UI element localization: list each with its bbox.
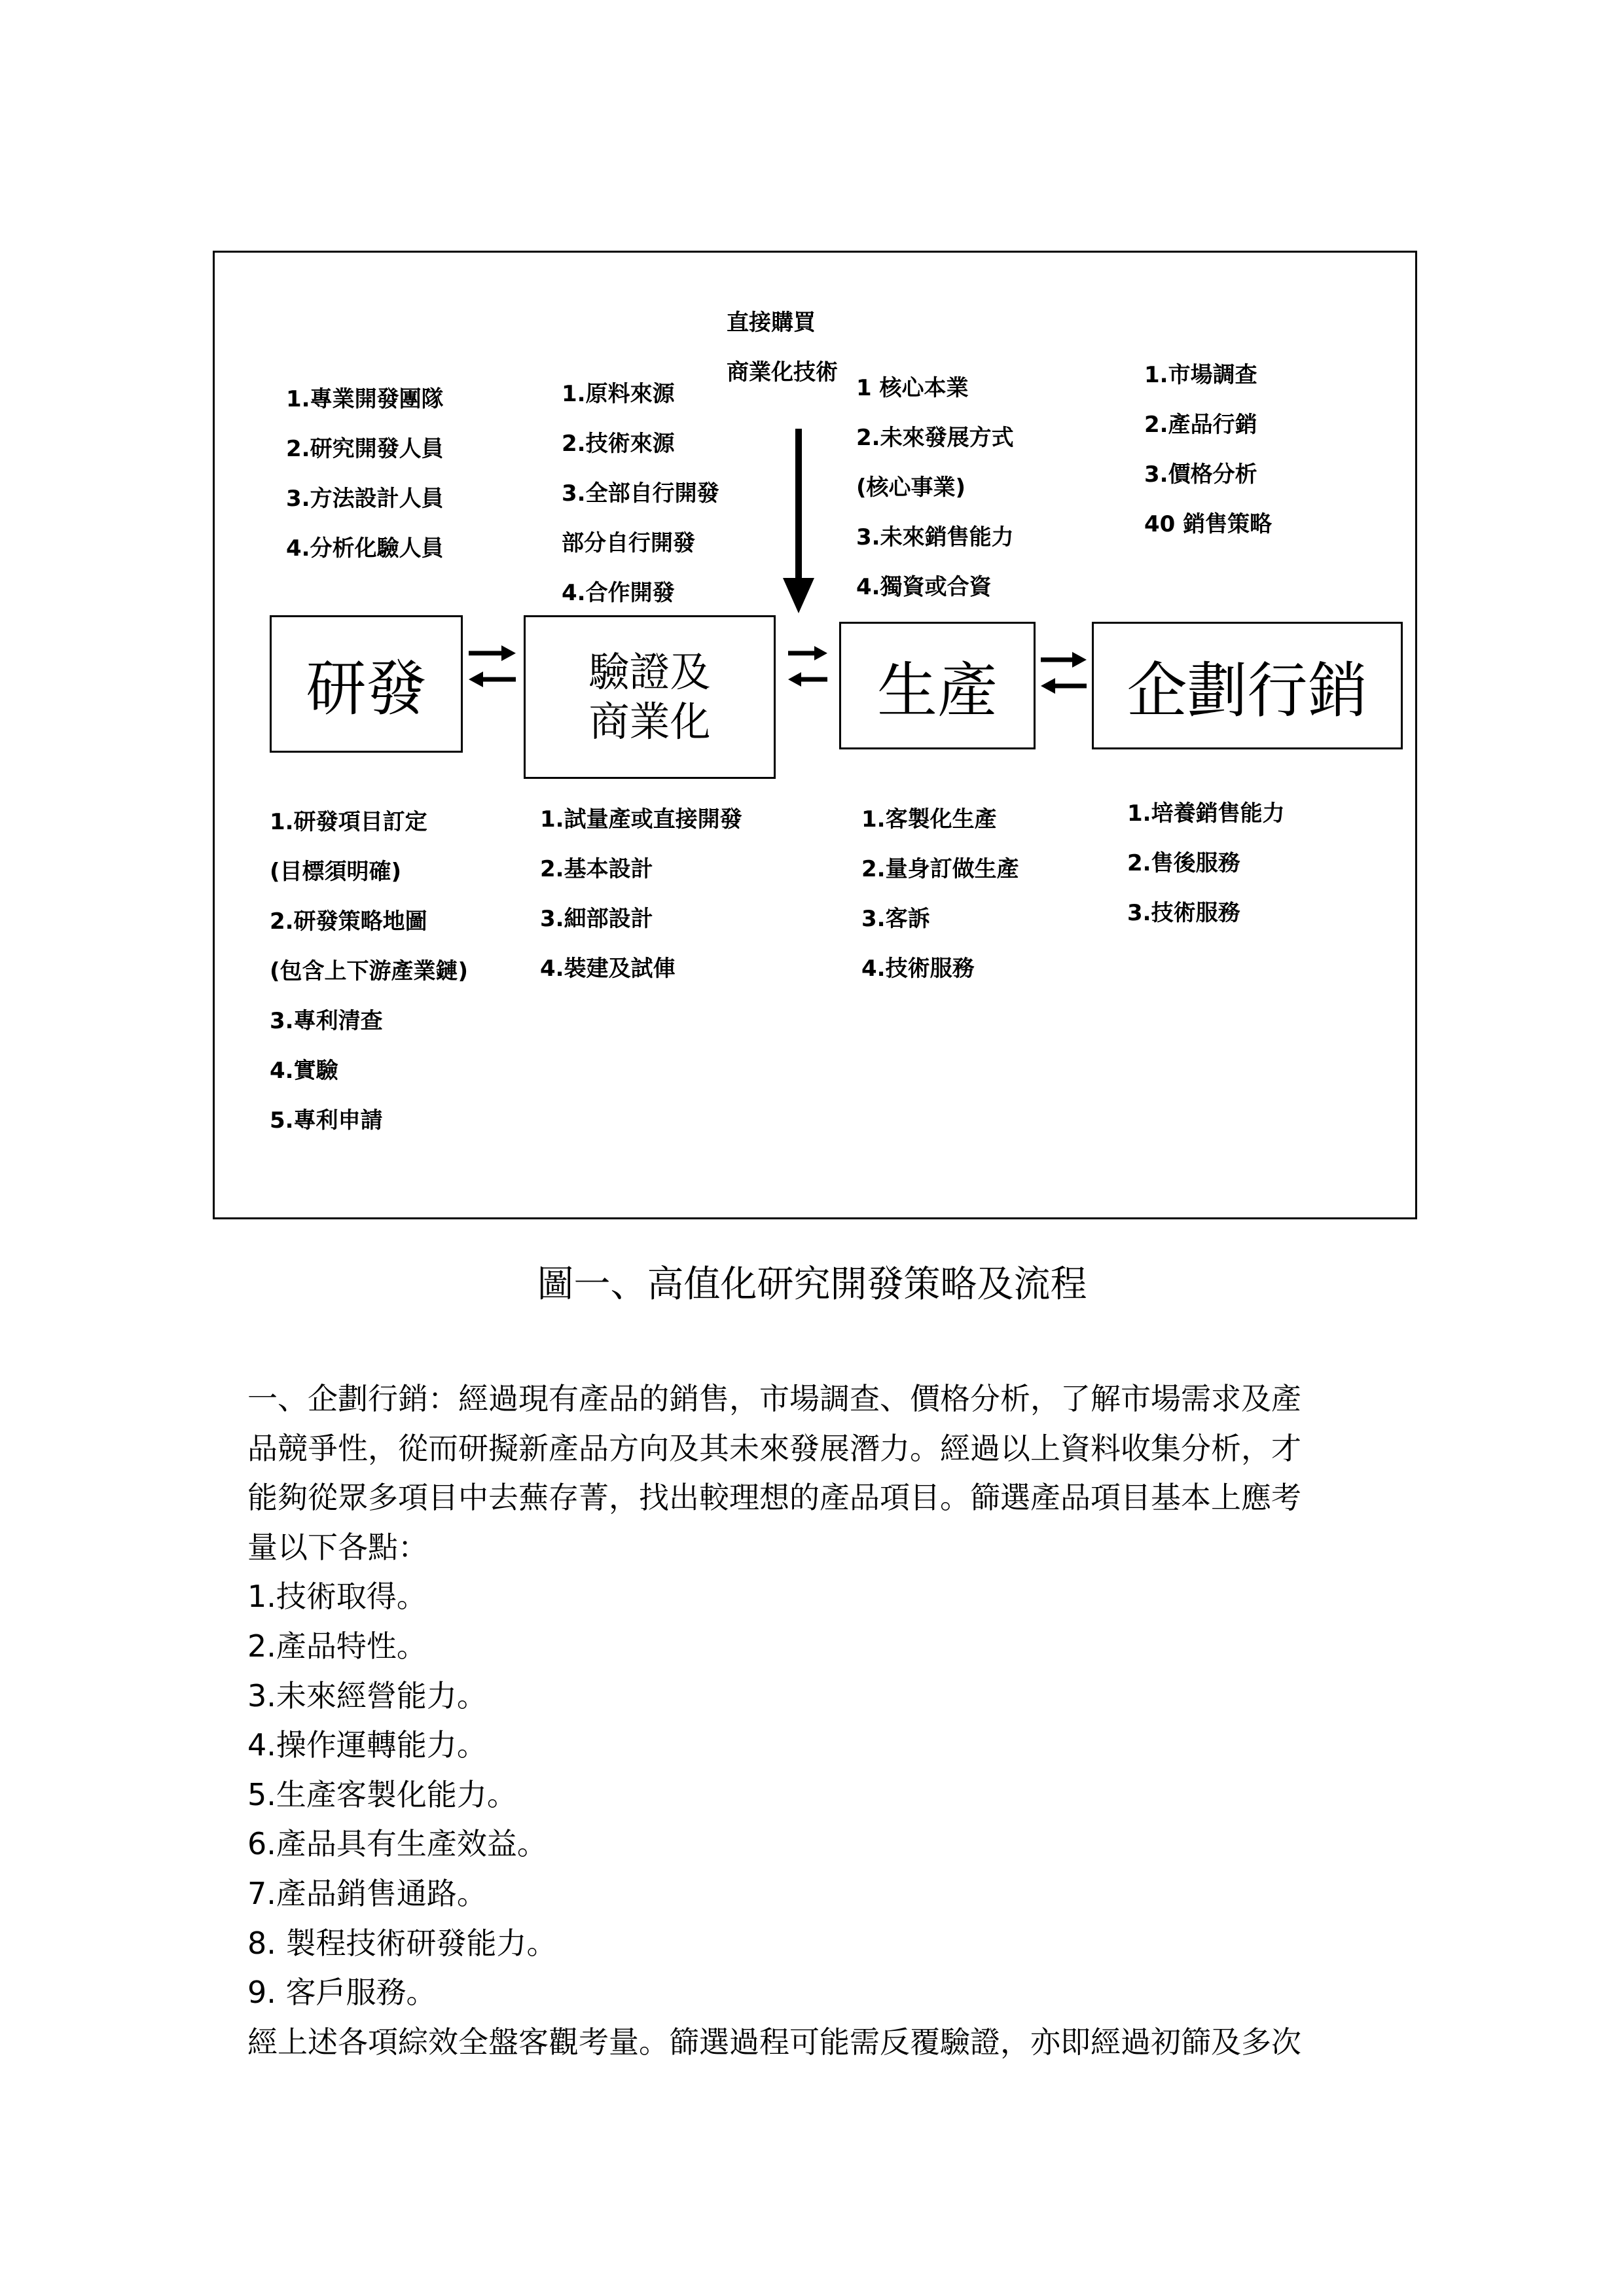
list-item: 1.試量產或直接開發 [540, 806, 742, 833]
stage-rd-box [270, 615, 463, 753]
list-item: 5.專利申請 [270, 1107, 383, 1134]
paragraph-line: 品競爭性，從而研擬新產品方向及其未來發展潛力。經過以上資料收集分析，才 [247, 1430, 1301, 1466]
upper-list-marketing [1144, 350, 1272, 549]
list-item: 2.基本設計 [540, 856, 653, 882]
list-item: 3.專利清查 [270, 1008, 383, 1034]
paragraph-line: 一、企劃行銷：經過現有產品的銷售，市場調查、價格分析，了解市場需求及產 [247, 1381, 1301, 1416]
list-item: 4.獨資或合資 [856, 574, 992, 600]
list-item: 2.研究開發人員 [286, 436, 444, 462]
body-text [247, 1374, 1386, 2067]
list-item: 部分自行開發 [562, 530, 695, 556]
upper-list-rd [286, 374, 444, 573]
list-item: 2.產品行銷 [1144, 412, 1257, 438]
stage-rd-label: 研發 [306, 654, 427, 724]
list-item: 3.技術服務 [1127, 900, 1240, 926]
list-item: 3.未來銷售能力 [856, 524, 1014, 550]
upper-list-verification [562, 369, 719, 618]
stage-production-box [839, 622, 1036, 749]
point-item: 9. 客戶服務。 [247, 1975, 437, 2011]
lower-list-marketing [1127, 789, 1285, 938]
list-item: 4.裝建及試俥 [540, 956, 676, 982]
down-arrow-icon [779, 429, 818, 615]
list-item: 2.技術來源 [562, 431, 675, 457]
stage-marketing-box [1092, 622, 1403, 749]
point-item: 3.未來經營能力。 [247, 1677, 487, 1713]
lower-list-rd [270, 797, 468, 1145]
lower-list-production [861, 795, 1019, 994]
paragraph-line: 能夠從眾多項目中去蕪存菁，找出較理想的產品項目。篩選產品項目基本上應考 [247, 1480, 1301, 1516]
list-item: (包含上下游產業鏈) [270, 958, 469, 984]
list-item: 1 核心本業 [856, 375, 969, 401]
list-item: 4.實驗 [270, 1058, 338, 1084]
point-item: 6.產品具有生產效益。 [247, 1826, 547, 1862]
point-item: 5.生產客製化能力。 [247, 1776, 517, 1812]
list-item: (目標須明確) [270, 859, 402, 885]
direct-purchase-label: 直接購買 商業化技術 [727, 310, 838, 386]
list-item: 1.客製化生產 [861, 806, 997, 833]
point-item: 8. 製程技術研發能力。 [247, 1925, 557, 1961]
stage-verification-label-line1: 驗證及 [588, 648, 711, 696]
bidirectional-arrow-icon [466, 641, 518, 694]
point-item: 7.產品銷售通路。 [247, 1875, 487, 1911]
bidirectional-arrow-icon [785, 641, 830, 694]
stage-verification-label-line2: 商業化 [588, 698, 711, 745]
point-item: 1.技術取得。 [247, 1579, 427, 1615]
list-item: 4.合作開發 [562, 580, 675, 606]
point-item: 4.操作運轉能力。 [247, 1727, 487, 1763]
lower-list-verification [540, 795, 742, 994]
upper-list-production [856, 363, 1014, 612]
stage-verification-box [524, 615, 776, 779]
list-item: 4.分析化驗人員 [286, 535, 444, 562]
stage-marketing-label: 企劃行銷 [1127, 655, 1368, 726]
list-item: 2.研發策略地圖 [270, 908, 427, 935]
list-item: 1.培養銷售能力 [1127, 800, 1285, 827]
stage-production-label: 生產 [876, 655, 998, 726]
list-item: 3.細部設計 [540, 906, 653, 932]
list-item: 1.研發項目訂定 [270, 809, 427, 835]
list-item: 3.價格分析 [1144, 461, 1257, 488]
figure-caption: 圖一、高值化研究開發策略及流程 [537, 1263, 1087, 1306]
list-item: 2.未來發展方式 [856, 425, 1014, 451]
list-item: 40 銷售策略 [1144, 511, 1272, 537]
list-item: 3.客訴 [861, 906, 930, 932]
paragraph-line: 量以下各點： [247, 1529, 428, 1565]
list-item: 3.方法設計人員 [286, 486, 444, 512]
point-item: 2.產品特性。 [247, 1628, 427, 1664]
list-item: 1.原料來源 [562, 381, 675, 407]
list-item: 1.市場調查 [1144, 362, 1257, 388]
list-item: 3.全部自行開發 [562, 480, 719, 507]
list-item: 1.專業開發團隊 [286, 386, 444, 412]
list-item: 2.售後服務 [1127, 850, 1240, 876]
closing-line: 經上述各項綜效全盤客觀考量。篩選過程可能需反覆驗證，亦即經過初篩及多次 [247, 2024, 1301, 2060]
bidirectional-arrow-icon [1038, 648, 1089, 700]
list-item: 2.量身訂做生產 [861, 856, 1019, 882]
list-item: 4.技術服務 [861, 956, 975, 982]
list-item: (核心事業) [856, 475, 966, 501]
